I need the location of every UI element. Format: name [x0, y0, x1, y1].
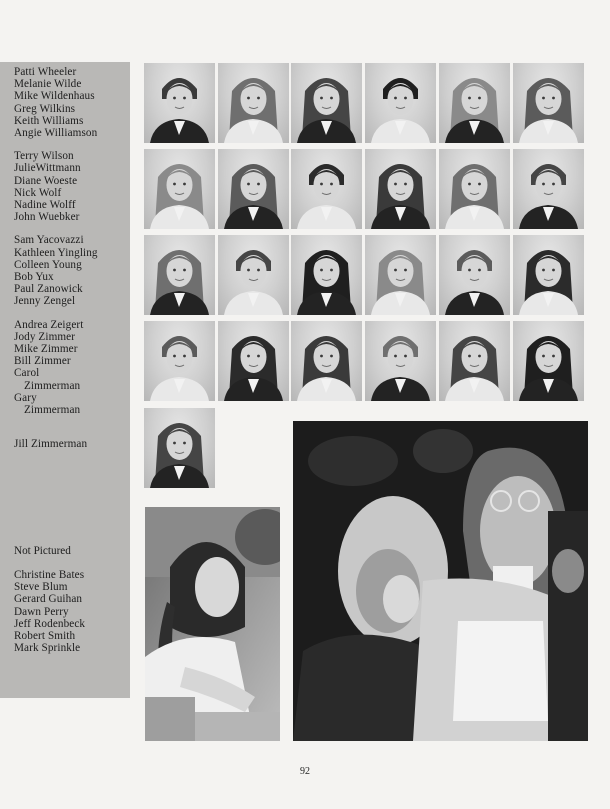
portrait-image: [144, 149, 215, 229]
portrait-image: [513, 235, 584, 315]
name-group-2: [14, 150, 130, 223]
portrait-image: [144, 235, 215, 315]
student-portrait: [365, 149, 436, 229]
candid-photo-girl-at-desk: [145, 507, 280, 741]
student-portrait: [218, 149, 289, 229]
student-portrait: [439, 321, 510, 401]
name-group-3: [14, 234, 130, 307]
student-portrait: [513, 235, 584, 315]
student-name: Bill Zimmer: [14, 355, 71, 368]
portrait-image: [291, 321, 362, 401]
student-portrait: [144, 149, 215, 229]
student-name: Jill Zimmerman: [14, 438, 88, 451]
student-name: Robert Smith: [14, 630, 76, 643]
student-portrait: [144, 321, 215, 401]
student-portrait: [144, 235, 215, 315]
portrait-image: [439, 321, 510, 401]
portrait-image: [291, 63, 362, 143]
student-portrait: [513, 149, 584, 229]
student-name: Carol: [14, 367, 40, 380]
student-name: Angie Williamson: [14, 127, 98, 140]
student-portrait: [439, 63, 510, 143]
student-portrait: [218, 63, 289, 143]
student-portrait: [439, 235, 510, 315]
student-portrait: [513, 321, 584, 401]
portrait-image: [513, 149, 584, 229]
portrait-image: [218, 235, 289, 315]
student-portrait: [291, 63, 362, 143]
student-name: Jeff Rodenbeck: [14, 617, 86, 630]
name-group-4: [14, 319, 130, 417]
student-portrait: [291, 235, 362, 315]
portrait-image: [439, 63, 510, 143]
student-portrait: [218, 235, 289, 315]
name-list: [14, 66, 130, 450]
student-name: Christine Bates: [14, 569, 85, 581]
student-name: Diane Woeste: [14, 174, 78, 187]
student-name: Andrea Zeigert: [14, 318, 84, 331]
student-name: Paul Zanowick: [14, 283, 83, 296]
student-portrait: [291, 321, 362, 401]
portrait-image: [439, 235, 510, 315]
portrait-image: [144, 321, 215, 401]
student-name: Gary: [14, 391, 37, 404]
portrait-image: [291, 149, 362, 229]
student-name: Jody Zimmer: [14, 330, 76, 343]
portrait-image: [365, 235, 436, 315]
student-name: Nadine Wolff: [14, 199, 76, 212]
student-name: Keith Williams: [14, 114, 84, 127]
portrait-image: [439, 149, 510, 229]
student-name: Steve Blum: [14, 581, 68, 594]
portrait-image: [513, 63, 584, 143]
portrait-image: [365, 321, 436, 401]
student-name: Gerard Guihan: [14, 593, 83, 606]
student-name: JulieWittmann: [14, 162, 81, 175]
candid-photo-students-in-class: [293, 421, 588, 741]
student-name: Zimmerman: [24, 404, 81, 417]
student-portrait: [218, 321, 289, 401]
student-name: John Wuebker: [14, 211, 80, 224]
student-portrait: [291, 149, 362, 229]
student-name: Jenny Zengel: [14, 295, 76, 308]
not-pictured-list: [14, 545, 85, 654]
student-name: Patti Wheeler: [14, 66, 77, 78]
student-name: Colleen Young: [14, 258, 82, 271]
portrait-image: [144, 408, 215, 488]
student-portrait: [144, 63, 215, 143]
page-number: 92: [300, 766, 310, 777]
student-name: Zimmerman: [24, 379, 81, 392]
portrait-image: [218, 321, 289, 401]
student-name: Dawn Perry: [14, 605, 69, 618]
student-portrait: [365, 235, 436, 315]
student-name: Kathleen Yingling: [14, 246, 98, 259]
student-name: Bob Yux: [14, 271, 54, 284]
student-portrait: [144, 408, 215, 488]
student-portrait: [365, 63, 436, 143]
student-name: Mark Sprinkle: [14, 642, 81, 655]
student-name: Mike Zimmer: [14, 343, 78, 356]
student-name: Nick Wolf: [14, 186, 62, 199]
name-group-1: [14, 66, 130, 139]
portrait-image: [365, 149, 436, 229]
student-name: Melanie Wilde: [14, 78, 82, 91]
student-name: Mike Wildenhaus: [14, 90, 95, 103]
portrait-image: [365, 63, 436, 143]
student-portrait: [513, 63, 584, 143]
student-name: Greg Wilkins: [14, 102, 76, 115]
portrait-image: [218, 149, 289, 229]
student-portrait: [439, 149, 510, 229]
portrait-image: [218, 63, 289, 143]
student-portrait: [365, 321, 436, 401]
portrait-image: [291, 235, 362, 315]
portrait-image: [513, 321, 584, 401]
student-name: Terry Wilson: [14, 150, 74, 163]
not-pictured-heading: Not Pictured: [14, 545, 71, 557]
student-name: Sam Yacovazzi: [14, 234, 84, 247]
portrait-image: [144, 63, 215, 143]
